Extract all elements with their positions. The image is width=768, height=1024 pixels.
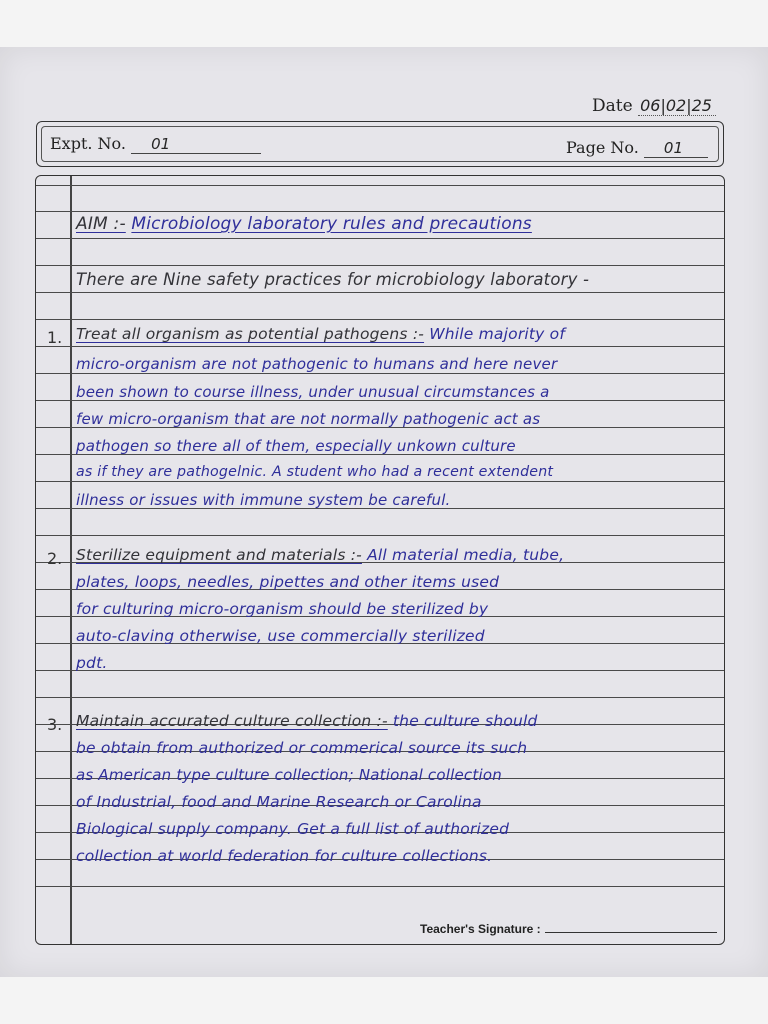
- item-line: be obtain from authorized or commerical source its such: [76, 739, 528, 757]
- item-line: pdt.: [76, 654, 108, 672]
- item-line: for culturing micro-organism should be sterilized by: [76, 600, 489, 618]
- item-line: the culture should: [392, 712, 538, 730]
- item-number: 3.: [47, 715, 63, 734]
- intro-line: There are Nine safety practices for microbiology laboratory -: [76, 270, 590, 289]
- date-label: Date: [592, 96, 633, 116]
- experiment-number-value: 01: [131, 135, 261, 154]
- item-line: of Industrial, food and Marine Research or Carolina: [76, 793, 482, 811]
- ruled-line: [36, 670, 724, 671]
- item-heading: Maintain accurated culture collection :-: [76, 712, 388, 730]
- item-heading: Treat all organism as potential pathogens :-: [76, 325, 425, 343]
- item-heading: Sterilize equipment and materials :-: [76, 546, 362, 564]
- item-first-line: [76, 325, 565, 343]
- item-line: All material media, tube,: [367, 546, 565, 564]
- ruled-line: [36, 319, 724, 320]
- item-line: micro-organism are not pathogenic to humans and here never: [76, 355, 558, 373]
- item-line: pathogen so there all of them, especially unkown culture: [76, 437, 516, 455]
- item-line: auto-claving otherwise, use commercially sterilized: [76, 627, 485, 645]
- ruled-line: [36, 481, 724, 482]
- ruled-line: [36, 697, 724, 698]
- ruled-line: [36, 265, 724, 266]
- item-line: Biological supply company. Get a full list of authorized: [76, 820, 510, 838]
- date-value: 06|02|25: [638, 96, 716, 116]
- page-number-value: 01: [644, 139, 708, 158]
- item-first-line: [76, 712, 538, 730]
- ruled-line: [36, 292, 724, 293]
- item-line: collection at world federation for culture collections.: [76, 847, 493, 865]
- item-line: plates, loops, needles, pipettes and other items used: [76, 573, 500, 591]
- aim-label: AIM :-: [76, 214, 126, 234]
- aim-text: Microbiology laboratory rules and precautions: [131, 214, 532, 234]
- item-line: illness or issues with immune system be careful.: [76, 491, 451, 509]
- signature-line: [545, 922, 717, 933]
- experiment-number-label: Expt. No.: [50, 134, 126, 153]
- item-line: as if they are pathogelnic. A student who had a recent extendent: [76, 464, 554, 480]
- ruled-line: [36, 886, 724, 887]
- page-number-label: Page No.: [566, 138, 639, 157]
- teacher-signature-label: Teacher's Signature :: [420, 922, 541, 936]
- page-number-field: [566, 138, 708, 158]
- item-line: as American type culture collection; National collection: [76, 766, 502, 784]
- aim-line: [76, 214, 532, 234]
- teacher-signature-field: [420, 922, 717, 936]
- ruled-line: [36, 373, 724, 374]
- item-line: few micro-organism that are not normally pathogenic act as: [76, 410, 541, 428]
- item-line: While majority of: [429, 325, 566, 343]
- item-number: 1.: [47, 328, 63, 347]
- ruled-line: [36, 185, 724, 186]
- ruled-line: [36, 346, 724, 347]
- item-first-line: [76, 546, 564, 564]
- date-field: [592, 96, 716, 116]
- ruled-line: [36, 238, 724, 239]
- experiment-number-field: [50, 134, 261, 154]
- item-number: 2.: [47, 549, 63, 568]
- ruled-line: [36, 211, 724, 212]
- ruled-line: [36, 535, 724, 536]
- item-line: been shown to course illness, under unusual circumstances a: [76, 383, 550, 401]
